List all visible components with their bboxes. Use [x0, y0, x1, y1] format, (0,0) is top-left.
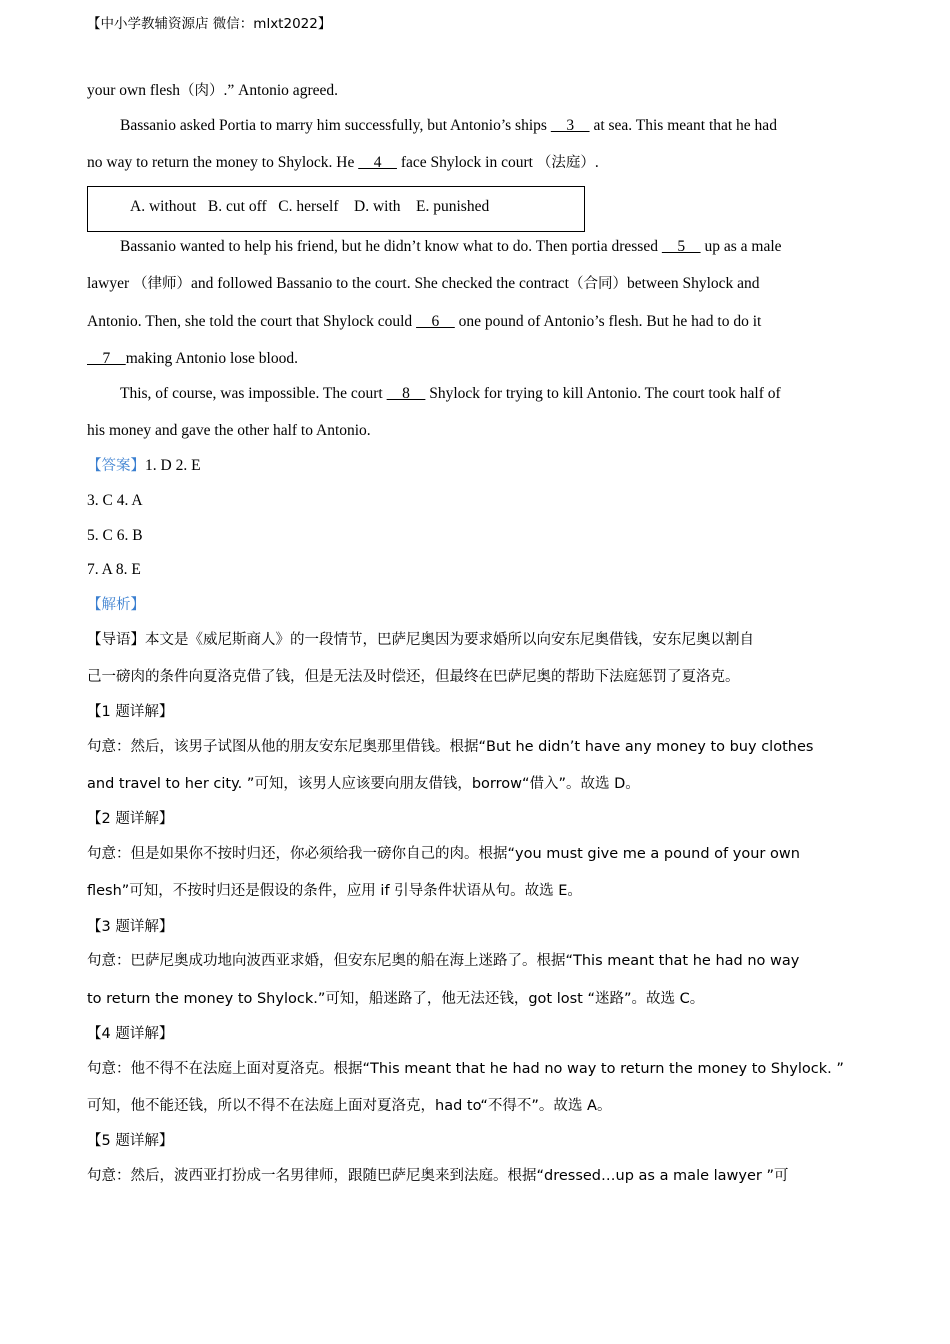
text: your own flesh [87, 82, 180, 99]
analysis-label: 【解析】 [87, 597, 145, 613]
passage-line [87, 274, 867, 294]
question-title: 【2 题详解】 [87, 811, 174, 827]
text: （法庭） [536, 155, 595, 171]
text: （合同） [568, 276, 627, 292]
answer-label: 【答案】 [87, 458, 145, 474]
text: face Shylock in court [396, 154, 537, 171]
answer-row: 1. D 2. E [145, 457, 201, 474]
passage-line [87, 153, 867, 173]
text: between Shylock and [626, 275, 760, 292]
text: making Antonio lose blood. [125, 350, 298, 367]
passage-line [87, 349, 867, 369]
answer-line [87, 456, 867, 476]
blank-6: 6 [416, 313, 455, 330]
passage-line [120, 384, 900, 404]
explanation-text: flesh”可知，不按时归还是假设的条件，应用 if 引导条件状语从句。故选 E。 [87, 883, 582, 899]
question-title: 【4 题详解】 [87, 1026, 174, 1042]
text: （肉） [180, 83, 224, 99]
text: Bassanio wanted to help his friend, but he didn’t know what to do. Then portia dressed [120, 238, 662, 255]
question-title: 【3 题详解】 [87, 919, 174, 935]
explanation-text: to return the money to Shylock.”可知，船迷路了，他无法还钱，got lost “迷路”。故选 C。 [87, 991, 705, 1007]
answer-row: 3. C 4. A [87, 492, 143, 509]
text: （律师） [133, 276, 192, 292]
passage-line [120, 116, 900, 136]
passage-line: his money and gave the other half to Antonio. [87, 422, 371, 439]
guide-text: 【导语】本文是《威尼斯商人》的一段情节，巴萨尼奥因为要求婚所以向安东尼奥借钱，安东尼奥以割自 [87, 632, 754, 648]
blank-7: 7 [87, 350, 126, 367]
text: lawyer [87, 275, 134, 292]
blank-4: 4 [358, 154, 397, 171]
text: Bassanio asked Portia to marry him successfully, but Antonio’s ships [120, 117, 551, 134]
options-text: A. without B. cut off C. herself D. with E. punished [130, 198, 490, 215]
explanation-text: 句意：但是如果你不按时归还，你必须给我一磅你自己的肉。根据“you must give me a pound of your own [87, 846, 800, 862]
blank-8: 8 [386, 385, 426, 402]
answer-row: 7. A 8. E [87, 561, 141, 578]
text: This, of course, was impossible. The court [120, 385, 387, 402]
text: and followed Bassanio to the court. She checked the contract [191, 275, 569, 292]
text: Shylock for trying to kill Antonio. The court took half of [425, 385, 781, 402]
explanation-text: 句意：然后，波西亚打扮成一名男律师，跟随巴萨尼奥来到法庭。根据“dressed…up as a male lawyer ”可 [87, 1168, 789, 1184]
question-title: 【1 题详解】 [87, 704, 174, 720]
passage-line [87, 81, 867, 101]
blank-3: 3 [550, 117, 590, 134]
text: at sea. This meant that he had [589, 117, 777, 134]
blank-5: 5 [661, 238, 701, 255]
text: up as a male [700, 238, 782, 255]
guide-text: 己一磅肉的条件向夏洛克借了钱，但是无法及时偿还，但最终在巴萨尼奥的帮助下法庭惩罚了夏洛克。 [87, 669, 740, 685]
explanation-text: 句意：他不得不在法庭上面对夏洛克。根据“This meant that he had no way to return the money to Shylock. ” [87, 1061, 844, 1077]
explanation-text: 句意：然后，该男子试图从他的朋友安东尼奥那里借钱。根据“But he didn’t have any money to buy clothes [87, 739, 814, 755]
text: one pound of Antonio’s flesh. But he had to do it [454, 313, 762, 330]
text: no way to return the money to Shylock. He [87, 154, 359, 171]
text: Antonio. Then, she told the court that Shylock could [87, 313, 417, 330]
page-header: 【中小学教辅资源店 微信：mlxt2022】 [87, 16, 332, 32]
answer-row: 5. C 6. B [87, 527, 143, 544]
question-title: 【5 题详解】 [87, 1133, 174, 1149]
options-box [87, 186, 585, 232]
text: .” Antonio agreed. [223, 82, 338, 99]
passage-line [120, 237, 900, 257]
explanation-text: 句意：巴萨尼奥成功地向波西亚求婚，但安东尼奥的船在海上迷路了。根据“This meant that he had no way [87, 953, 800, 969]
explanation-text: 可知，他不能还钱，所以不得不在法庭上面对夏洛克，had to“不得不”。故选 A。 [87, 1098, 612, 1114]
explanation-text: and travel to her city. ”可知，该男人应该要向朋友借钱，borrow“借入”。故选 D。 [87, 776, 640, 792]
passage-line [87, 312, 867, 332]
text: . [594, 154, 599, 171]
